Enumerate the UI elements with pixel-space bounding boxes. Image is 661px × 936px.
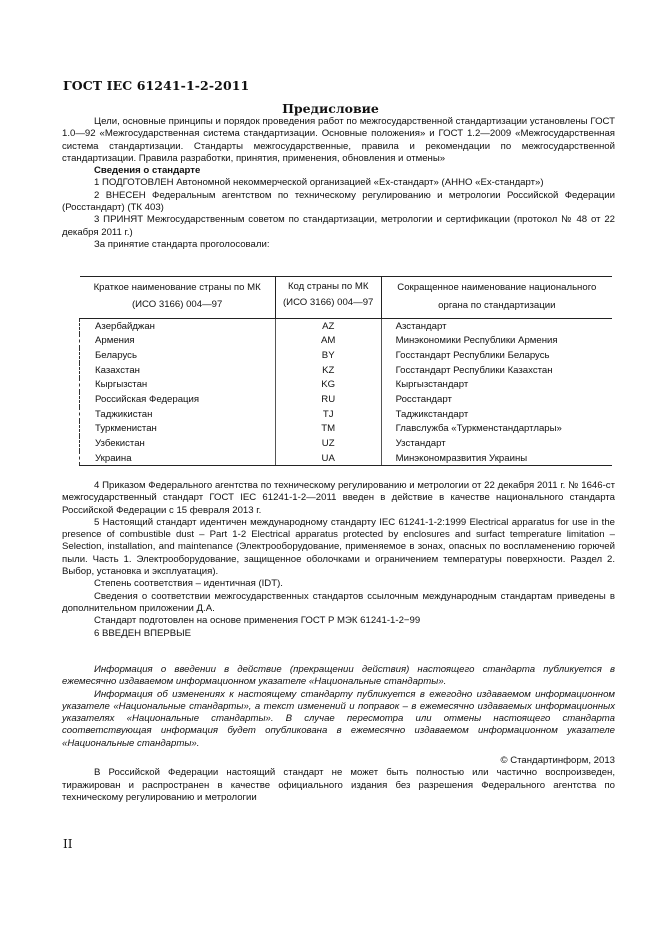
table-row (80, 334, 613, 349)
code-cell: UA (275, 451, 381, 466)
header-org: Сокращенное наименование национального органа по стандартизации (381, 277, 612, 319)
item-2: 2 ВНЕСЕН Федеральным агентством по техническому регулированию и метрологии Российской Федерации (Росстандарт) (ТК 403) (62, 189, 615, 214)
voted-caption: За принятие стандарта проголосовали: (94, 238, 270, 250)
copyright-line: © Стандартинформ, 2013 (500, 755, 615, 766)
code-cell: KZ (275, 363, 381, 378)
header-country: Краткое наименование страны по МК (ИСО 3166) 004—97 (80, 277, 276, 319)
code-cell: KG (275, 378, 381, 393)
country-cell: Армения (80, 334, 276, 349)
rights-paragraph: В Российской Федерации настоящий стандарт не может быть полностью или частично воспроизведен, тиражирован и распространен в качестве официального издания без разрешения Федерального агентства по техническому регулированию и метрологии (62, 767, 615, 803)
rights-block (62, 755, 615, 804)
item-5: 5 Настоящий стандарт идентичен международному стандарту IEC 61241-1-2:1999 Electrical apparatus for use in the presence of combustible dust – Part 1-2 Electrical apparatus protected by enclosures and surfact temperature limitation – Selection, installation, and maintenance (Электрооборудование, применяемое в зонах, опасных по воспламенению горючей пыли. Часть 1. Электрооборудование, защищенное оболочками и ограничением температуры поверхности. Раздел 2. Выбор, установка и эксплуатация). (62, 516, 615, 578)
org-cell: Главслужба «Туркменстандартлары» (381, 421, 612, 436)
table-header-row (80, 277, 613, 319)
voting-table (79, 276, 612, 466)
country-cell: Российская Федерация (80, 392, 276, 407)
header-code: Код страны по МК (ИСО 3166) 004—97 (275, 277, 381, 319)
country-cell: Азербайджан (80, 319, 276, 334)
org-cell: Минэкономразвития Украины (381, 451, 612, 466)
org-cell: Кыргызстандарт (381, 378, 612, 393)
table-row (80, 451, 613, 466)
table-row (80, 407, 613, 422)
table-row (80, 392, 613, 407)
code-cell: TM (275, 421, 381, 436)
table-row (80, 348, 613, 363)
prepared-line: Стандарт подготовлен на основе применения ГОСТ Р МЭК 61241-1-2−99 (94, 615, 421, 627)
info-heading: Сведения о стандарте (94, 165, 201, 177)
preface-block (62, 116, 615, 251)
notice-block (62, 664, 615, 750)
code-cell: UZ (275, 436, 381, 451)
document-code-header: ГОСТ IEC 61241-1-2-2011 (63, 78, 250, 93)
notice-1: Информация о введении в действие (прекращении действия) настоящего стандарта публикуется в ежемесячно издаваемом информационном указателе «Национальные стандарты». (62, 664, 615, 688)
page-number: II (63, 837, 73, 851)
country-cell: Казахстан (80, 363, 276, 378)
code-cell: RU (275, 392, 381, 407)
references-paragraph: Сведения о соответствии межгосударственных стандартов ссылочным международным стандартам приведены в дополнительном приложении Д.А. (62, 590, 615, 614)
table-row (80, 319, 613, 334)
code-cell: TJ (275, 407, 381, 422)
intro-paragraph: Цели, основные принципы и порядок проведения работ по межгосударственной стандартизации установлены ГОСТ 1.0—92 «Межгосударственная система стандартизации. Основные положения» и ГОСТ 1.2—2009 «Межгосударственная система стандартизации. Стандарты межгосударственные, правила и рекомендации по межгосударственной стандартизации. Правила разработки, принятия, применения, обновления и отмены» (62, 116, 615, 164)
item-6: 6 ВВЕДЕН ВПЕРВЫЕ (94, 627, 192, 639)
item-1: 1 ПОДГОТОВЛЕН Автономной некоммерческой организацией «Ех-стандарт» (АННО «Ех-стандарт») (94, 177, 544, 189)
conformity-line: Степень соответствия – идентичная (IDT). (94, 578, 283, 590)
table-row (80, 363, 613, 378)
country-cell: Беларусь (80, 348, 276, 363)
code-cell: AM (275, 334, 381, 349)
org-cell: Минэкономики Республики Армения (381, 334, 612, 349)
table-row (80, 421, 613, 436)
page-title: Предисловие (282, 101, 379, 116)
country-cell: Таджикистан (80, 407, 276, 422)
notice-2: Информация об изменениях к настоящему стандарту публикуется в ежегодно издаваемом информационном указателе «Национальные стандарты», а текст изменений и поправок – в ежемесячно издаваемых информационных указателях «Национальные стандарты». В случае пересмотра или отмены настоящего стандарта соответствующая информация будет опубликована в ежемесячно издаваемом информационном указателе «Национальные стандарты». (62, 688, 615, 749)
org-cell: Таджикстандарт (381, 407, 612, 422)
country-cell: Туркменистан (80, 421, 276, 436)
org-cell: Госстандарт Республики Беларусь (381, 348, 612, 363)
item-3: 3 ПРИНЯТ Межгосударственным советом по стандартизации, метрологии и сертификации (протокол № 48 от 22 декабря 2011 г.) (62, 214, 615, 238)
code-cell: AZ (275, 319, 381, 334)
org-cell: Госстандарт Республики Казахстан (381, 363, 612, 378)
country-cell: Украина (80, 451, 276, 466)
details-block (62, 480, 615, 640)
country-cell: Кыргызстан (80, 378, 276, 393)
item-4: 4 Приказом Федерального агентства по техническому регулированию и метрологии от 22 декабря 2011 г. № 1646-ст межгосударственный стандарт ГОСТ IEC 61241-1-2—2011 введен в действие в качестве национального стандарта Российской Федерации с 15 февраля 2013 г. (62, 480, 615, 516)
org-cell: Азстандарт (381, 319, 612, 334)
country-cell: Узбекистан (80, 436, 276, 451)
table-row (80, 436, 613, 451)
code-cell: BY (275, 348, 381, 363)
org-cell: Узстандарт (381, 436, 612, 451)
table-row (80, 378, 613, 393)
org-cell: Росстандарт (381, 392, 612, 407)
